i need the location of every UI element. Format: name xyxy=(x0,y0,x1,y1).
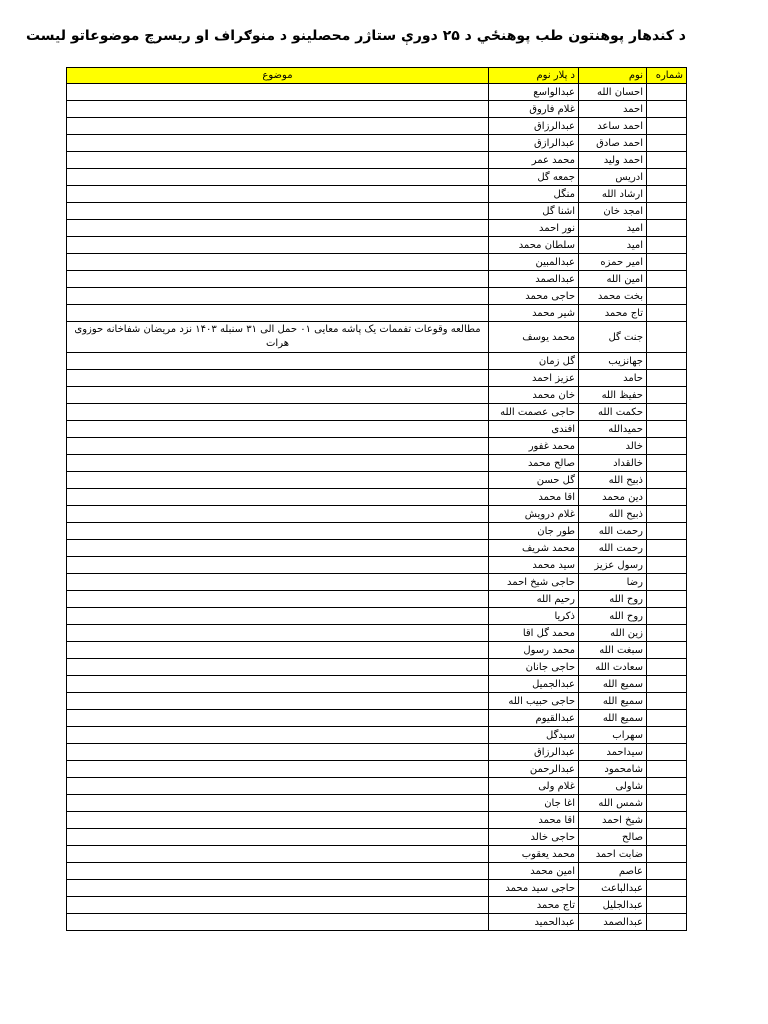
cell-topic xyxy=(67,506,489,523)
cell-father-name: خان محمد xyxy=(489,387,579,404)
cell-father-name: غلام ولی xyxy=(489,778,579,795)
table-row xyxy=(67,404,687,421)
cell-number xyxy=(647,863,687,880)
cell-name: عبدالباعث xyxy=(579,880,647,897)
table-row xyxy=(67,863,687,880)
table-row xyxy=(67,540,687,557)
cell-father-name: عبدالرحمن xyxy=(489,761,579,778)
cell-number xyxy=(647,186,687,203)
cell-name: سمیع الله xyxy=(579,710,647,727)
cell-father-name: حاجی سید محمد xyxy=(489,880,579,897)
cell-father-name: شیر محمد xyxy=(489,305,579,322)
table-row xyxy=(67,203,687,220)
cell-father-name: نور احمد xyxy=(489,220,579,237)
cell-topic xyxy=(67,574,489,591)
cell-name: ضابت احمد xyxy=(579,846,647,863)
cell-name: عاصم xyxy=(579,863,647,880)
cell-topic xyxy=(67,761,489,778)
cell-number xyxy=(647,288,687,305)
cell-name: عبدالصمد xyxy=(579,914,647,931)
cell-topic xyxy=(67,693,489,710)
cell-topic xyxy=(67,135,489,152)
cell-father-name: عبدالرازق xyxy=(489,135,579,152)
cell-number xyxy=(647,203,687,220)
table-row xyxy=(67,812,687,829)
cell-number xyxy=(647,608,687,625)
cell-name: احمد xyxy=(579,101,647,118)
header-topic: موضوع xyxy=(67,68,489,84)
cell-number xyxy=(647,710,687,727)
cell-topic xyxy=(67,608,489,625)
table-row xyxy=(67,676,687,693)
table-row xyxy=(67,914,687,931)
cell-father-name: عبدالواسع xyxy=(489,84,579,101)
cell-name: روح الله xyxy=(579,591,647,608)
cell-father-name: عبدالرزاق xyxy=(489,744,579,761)
table-row xyxy=(67,523,687,540)
cell-name: ذبیح الله xyxy=(579,506,647,523)
cell-number xyxy=(647,169,687,186)
cell-name: شامحمود xyxy=(579,761,647,778)
cell-name: سعادت الله xyxy=(579,659,647,676)
cell-name: احسان الله xyxy=(579,84,647,101)
table-row xyxy=(67,778,687,795)
cell-father-name: گل حسن xyxy=(489,472,579,489)
cell-topic xyxy=(67,540,489,557)
cell-number xyxy=(647,322,687,353)
cell-name: زین الله xyxy=(579,625,647,642)
cell-number xyxy=(647,540,687,557)
cell-number xyxy=(647,812,687,829)
cell-topic xyxy=(67,220,489,237)
cell-name: ادریس xyxy=(579,169,647,186)
cell-father-name: عبدالحمید xyxy=(489,914,579,931)
table-row xyxy=(67,438,687,455)
cell-father-name: سید محمد xyxy=(489,557,579,574)
cell-topic xyxy=(67,438,489,455)
table-row xyxy=(67,574,687,591)
cell-name: سمیع الله xyxy=(579,693,647,710)
cell-number xyxy=(647,135,687,152)
page-title: د کندهار پوهنتون طب پوهنځي د ۲۵ دورې ستاژر محصلینو د منوګراف او ریسرچ موضوعاتو لیست xyxy=(25,28,686,44)
cell-father-name: حاجی حبیب الله xyxy=(489,693,579,710)
cell-topic xyxy=(67,846,489,863)
cell-topic xyxy=(67,489,489,506)
cell-father-name: امین محمد xyxy=(489,863,579,880)
table-row xyxy=(67,829,687,846)
header-number: شماره xyxy=(647,68,687,84)
cell-father-name: گل زمان xyxy=(489,353,579,370)
header-father-name: د پلار نوم xyxy=(489,68,579,84)
cell-number xyxy=(647,880,687,897)
cell-topic xyxy=(67,118,489,135)
cell-number xyxy=(647,305,687,322)
cell-name: جنت گل xyxy=(579,322,647,353)
cell-number xyxy=(647,591,687,608)
cell-father-name: طور جان xyxy=(489,523,579,540)
cell-topic xyxy=(67,642,489,659)
cell-father-name: محمد یوسف xyxy=(489,322,579,353)
cell-topic xyxy=(67,370,489,387)
cell-name: بخت محمد xyxy=(579,288,647,305)
table-row xyxy=(67,84,687,101)
table-row xyxy=(67,846,687,863)
cell-topic xyxy=(67,455,489,472)
cell-name: احمد ساعد xyxy=(579,118,647,135)
cell-number xyxy=(647,676,687,693)
cell-topic xyxy=(67,237,489,254)
table-row xyxy=(67,642,687,659)
cell-name: روح الله xyxy=(579,608,647,625)
cell-father-name: عبدالصمد xyxy=(489,271,579,288)
cell-number xyxy=(647,523,687,540)
table-row xyxy=(67,659,687,676)
cell-topic xyxy=(67,795,489,812)
table-row xyxy=(67,186,687,203)
cell-name: رضا xyxy=(579,574,647,591)
cell-father-name: محمد غفور xyxy=(489,438,579,455)
cell-name: امید xyxy=(579,220,647,237)
table-row xyxy=(67,744,687,761)
table-row xyxy=(67,693,687,710)
cell-number xyxy=(647,438,687,455)
cell-number xyxy=(647,387,687,404)
table-row xyxy=(67,421,687,438)
cell-topic xyxy=(67,897,489,914)
cell-father-name: حاجی شیخ احمد xyxy=(489,574,579,591)
cell-name: امید xyxy=(579,237,647,254)
table-row xyxy=(67,489,687,506)
cell-name: شیخ احمد xyxy=(579,812,647,829)
cell-topic xyxy=(67,169,489,186)
cell-name: حکمت الله xyxy=(579,404,647,421)
cell-name: سهراب xyxy=(579,727,647,744)
cell-topic xyxy=(67,84,489,101)
cell-number xyxy=(647,118,687,135)
table-row xyxy=(67,322,687,353)
table-row xyxy=(67,118,687,135)
cell-topic xyxy=(67,880,489,897)
cell-topic xyxy=(67,744,489,761)
table-row xyxy=(67,591,687,608)
header-name: نوم xyxy=(579,68,647,84)
cell-topic xyxy=(67,625,489,642)
cell-name: صالح xyxy=(579,829,647,846)
cell-topic xyxy=(67,676,489,693)
cell-number xyxy=(647,152,687,169)
cell-topic xyxy=(67,591,489,608)
cell-topic xyxy=(67,523,489,540)
cell-father-name: اقا محمد xyxy=(489,812,579,829)
cell-name: امجد خان xyxy=(579,203,647,220)
cell-name: خالد xyxy=(579,438,647,455)
cell-name: سبغت الله xyxy=(579,642,647,659)
cell-topic: مطالعه وقوعات تفممات یک پاشه معایی ۰۱ حمل الی ۳۱ سنبله ۱۴۰۳ نزد مریضان شفاخانه حوزوی هرات xyxy=(67,322,489,353)
cell-topic xyxy=(67,710,489,727)
cell-number xyxy=(647,659,687,676)
cell-name: ارشاد الله xyxy=(579,186,647,203)
cell-topic xyxy=(67,203,489,220)
cell-number xyxy=(647,404,687,421)
table-body xyxy=(67,84,687,931)
cell-number xyxy=(647,846,687,863)
cell-father-name: اقا محمد xyxy=(489,489,579,506)
table-row xyxy=(67,353,687,370)
cell-father-name: محمد یعقوب xyxy=(489,846,579,863)
cell-father-name: محمد گل اقا xyxy=(489,625,579,642)
cell-father-name: حاجی خالد xyxy=(489,829,579,846)
cell-topic xyxy=(67,152,489,169)
table-row xyxy=(67,271,687,288)
cell-father-name: افندی xyxy=(489,421,579,438)
cell-topic xyxy=(67,727,489,744)
table-row xyxy=(67,795,687,812)
cell-number xyxy=(647,744,687,761)
cell-father-name: صالح محمد xyxy=(489,455,579,472)
cell-name: امیر حمزه xyxy=(579,254,647,271)
cell-name: احمد ولید xyxy=(579,152,647,169)
cell-father-name: عبدالرزاق xyxy=(489,118,579,135)
cell-father-name: تاج محمد xyxy=(489,897,579,914)
cell-number xyxy=(647,625,687,642)
cell-topic xyxy=(67,387,489,404)
cell-father-name: محمد عمر xyxy=(489,152,579,169)
cell-name: سیداحمد xyxy=(579,744,647,761)
cell-topic xyxy=(67,659,489,676)
cell-name: احمد صادق xyxy=(579,135,647,152)
table-row xyxy=(67,897,687,914)
cell-topic xyxy=(67,101,489,118)
table-row xyxy=(67,101,687,118)
cell-name: حفیظ الله xyxy=(579,387,647,404)
cell-father-name: اشنا گل xyxy=(489,203,579,220)
cell-number xyxy=(647,795,687,812)
table-row xyxy=(67,220,687,237)
table-row xyxy=(67,135,687,152)
table-row xyxy=(67,254,687,271)
table-header-row xyxy=(67,68,687,84)
table-row xyxy=(67,305,687,322)
cell-number xyxy=(647,574,687,591)
cell-number xyxy=(647,421,687,438)
cell-father-name: رحیم الله xyxy=(489,591,579,608)
cell-number xyxy=(647,84,687,101)
cell-topic xyxy=(67,254,489,271)
cell-father-name: ذکریا xyxy=(489,608,579,625)
cell-name: دین محمد xyxy=(579,489,647,506)
cell-number xyxy=(647,370,687,387)
cell-topic xyxy=(67,812,489,829)
cell-name: حامد xyxy=(579,370,647,387)
cell-number xyxy=(647,455,687,472)
cell-name: سمیع الله xyxy=(579,676,647,693)
cell-father-name: عبدالمبین xyxy=(489,254,579,271)
table-row xyxy=(67,152,687,169)
cell-topic xyxy=(67,863,489,880)
cell-number xyxy=(647,914,687,931)
cell-father-name: حاجی عصمت الله xyxy=(489,404,579,421)
cell-number xyxy=(647,897,687,914)
table-row xyxy=(67,625,687,642)
table-row xyxy=(67,761,687,778)
cell-name: جهانزیب xyxy=(579,353,647,370)
cell-father-name: عزیز احمد xyxy=(489,370,579,387)
cell-name: خالقداد xyxy=(579,455,647,472)
table-row xyxy=(67,608,687,625)
cell-name: ذبیح الله xyxy=(579,472,647,489)
cell-number xyxy=(647,557,687,574)
cell-name: رحمت الله xyxy=(579,540,647,557)
cell-father-name: حاجی محمد xyxy=(489,288,579,305)
cell-father-name: جمعه گل xyxy=(489,169,579,186)
table-row xyxy=(67,506,687,523)
cell-father-name: سیدگل xyxy=(489,727,579,744)
cell-number xyxy=(647,254,687,271)
table-row xyxy=(67,288,687,305)
cell-number xyxy=(647,489,687,506)
cell-topic xyxy=(67,778,489,795)
cell-number xyxy=(647,101,687,118)
cell-father-name: اغا جان xyxy=(489,795,579,812)
cell-number xyxy=(647,829,687,846)
cell-father-name: سلطان محمد xyxy=(489,237,579,254)
table-row xyxy=(67,169,687,186)
cell-topic xyxy=(67,829,489,846)
cell-name: شمس الله xyxy=(579,795,647,812)
table-row xyxy=(67,472,687,489)
cell-number xyxy=(647,693,687,710)
table-row xyxy=(67,557,687,574)
cell-number xyxy=(647,271,687,288)
cell-number xyxy=(647,778,687,795)
cell-topic xyxy=(67,404,489,421)
cell-topic xyxy=(67,288,489,305)
cell-father-name: محمد شریف xyxy=(489,540,579,557)
cell-number xyxy=(647,761,687,778)
cell-topic xyxy=(67,421,489,438)
cell-father-name: محمد رسول xyxy=(489,642,579,659)
cell-topic xyxy=(67,353,489,370)
cell-father-name: غلام درویش xyxy=(489,506,579,523)
table-row xyxy=(67,370,687,387)
cell-father-name: حاجی جانان xyxy=(489,659,579,676)
cell-name: عبدالجلیل xyxy=(579,897,647,914)
table-row xyxy=(67,880,687,897)
cell-topic xyxy=(67,305,489,322)
cell-father-name: عبدالقیوم xyxy=(489,710,579,727)
cell-topic xyxy=(67,186,489,203)
table-row xyxy=(67,727,687,744)
student-topics-table xyxy=(66,67,687,931)
cell-number xyxy=(647,353,687,370)
cell-name: امین الله xyxy=(579,271,647,288)
table-row xyxy=(67,237,687,254)
table-row xyxy=(67,710,687,727)
cell-name: تاج محمد xyxy=(579,305,647,322)
cell-father-name: منگل xyxy=(489,186,579,203)
cell-name: شاولی xyxy=(579,778,647,795)
table-row xyxy=(67,387,687,404)
cell-number xyxy=(647,237,687,254)
cell-father-name: غلام فاروق xyxy=(489,101,579,118)
cell-name: رسول عزیز xyxy=(579,557,647,574)
cell-number xyxy=(647,642,687,659)
cell-topic xyxy=(67,557,489,574)
cell-name: رحمت الله xyxy=(579,523,647,540)
cell-number xyxy=(647,472,687,489)
cell-number xyxy=(647,220,687,237)
cell-topic xyxy=(67,472,489,489)
cell-number xyxy=(647,727,687,744)
cell-name: حمیدالله xyxy=(579,421,647,438)
cell-number xyxy=(647,506,687,523)
cell-father-name: عبدالجمیل xyxy=(489,676,579,693)
cell-topic xyxy=(67,914,489,931)
cell-topic xyxy=(67,271,489,288)
table-row xyxy=(67,455,687,472)
